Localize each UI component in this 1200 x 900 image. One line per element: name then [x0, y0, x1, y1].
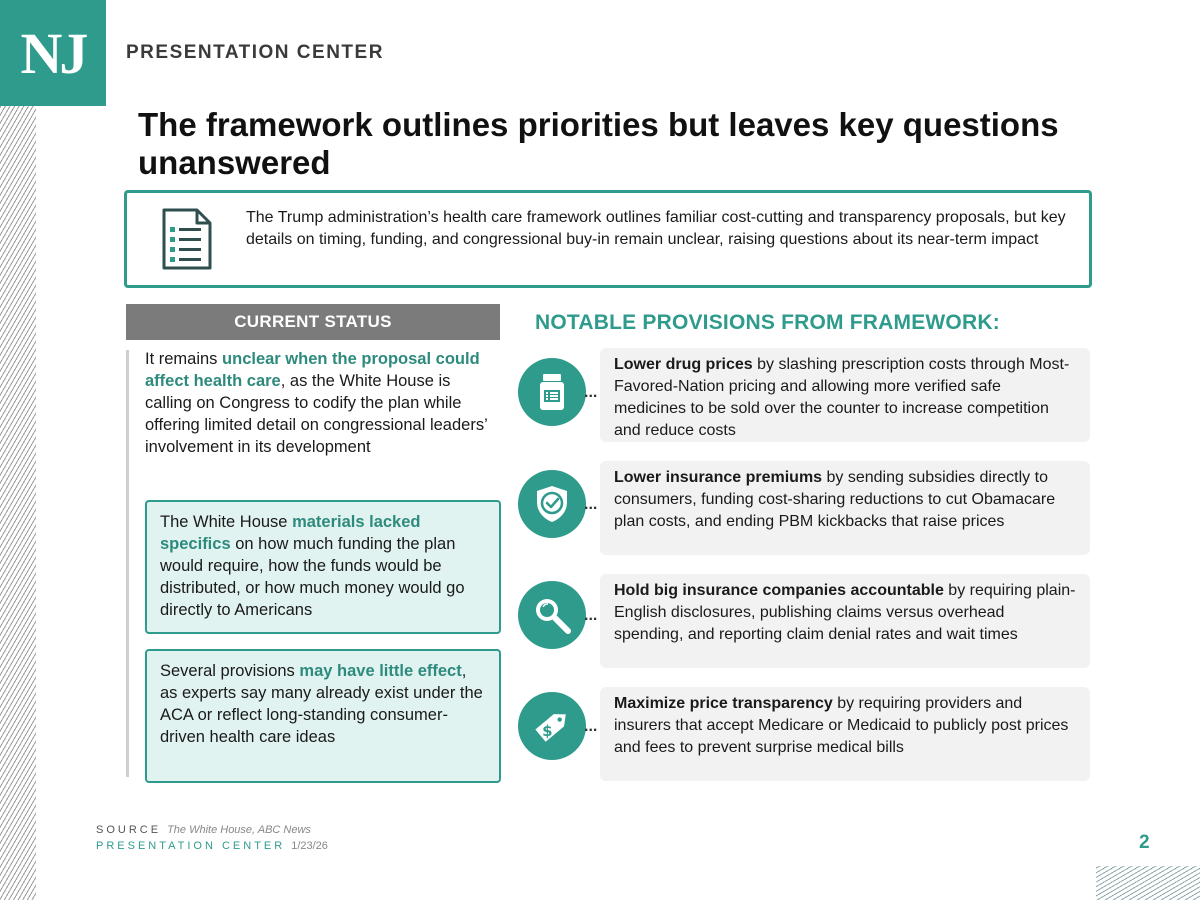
- provision-card: Maximize price transparency by requiring providers and insurers that accept Medicare or Medicaid to publicly post prices and fees to prevent surprise medical bills: [600, 687, 1090, 781]
- brand-name: PRESENTATION CENTER: [126, 42, 384, 63]
- callout-funding: The White House materials lacked specifics on how much funding the plan would require, how the funds would be distributed, or how much money would go directly to Americans: [145, 500, 501, 634]
- page-number: 2: [1139, 832, 1150, 853]
- nj-logo: NJ: [0, 0, 106, 106]
- current-status-header: CURRENT STATUS: [126, 304, 500, 340]
- callout-little-effect: Several provisions may have little effect, as experts say many already exist under the ACA or reflect long-standing consumer-driven health care ideas: [145, 649, 501, 783]
- summary-text: The Trump administration’s health care framework outlines familiar cost-cutting and transparency proposals, but key details on timing, funding, and congressional buy-in remain unclear, raising questions about its near-term impact: [246, 209, 1066, 248]
- provisions-title: NOTABLE PROVISIONS FROM FRAMEWORK:: [535, 311, 1000, 334]
- status-divider-line: [126, 350, 129, 777]
- magnifying-glass-icon: [518, 581, 586, 649]
- footer-source: SOURCE The White House, ABC News: [96, 824, 311, 836]
- connector-dots: ...: [584, 496, 598, 513]
- provision-card: Hold big insurance companies accountable by requiring plain-English disclosures, publishing claims versus overhead spending, and reporting claim denial rates and wait times: [600, 574, 1090, 668]
- decorative-hatch-left: [0, 106, 36, 900]
- connector-dots: ...: [584, 718, 598, 735]
- shield-check-icon: [518, 470, 586, 538]
- svg-text:$: $: [542, 721, 553, 740]
- decorative-hatch-bottom-right: [1096, 866, 1200, 900]
- current-status-paragraph: It remains unclear when the proposal could affect health care, as the White House is calling on Congress to codify the plan while offering limited detail on congressional leaders’ involvement in its development: [145, 350, 488, 456]
- footer-presentation-center: PRESENTATION CENTER 1/23/26: [96, 840, 328, 852]
- document-checklist-icon: [161, 207, 213, 271]
- provision-card: Lower drug prices by slashing prescription costs through Most-Favored-Nation pricing and allowing more verified safe medicines to be sold over the counter to increase competition and reduce costs: [600, 348, 1090, 442]
- provision-card: Lower insurance premiums by sending subsidies directly to consumers, funding cost-sharing reductions to cut Obamacare plan costs, and ending PBM kickbacks that raise prices: [600, 461, 1090, 555]
- connector-dots: ...: [584, 607, 598, 624]
- price-tag-icon: [518, 692, 586, 760]
- medicine-bottle-icon: [518, 358, 586, 426]
- connector-dots: ...: [584, 384, 598, 401]
- slide-title: The framework outlines priorities but leaves key questions unanswered: [138, 106, 1059, 181]
- summary-box: [124, 190, 1092, 288]
